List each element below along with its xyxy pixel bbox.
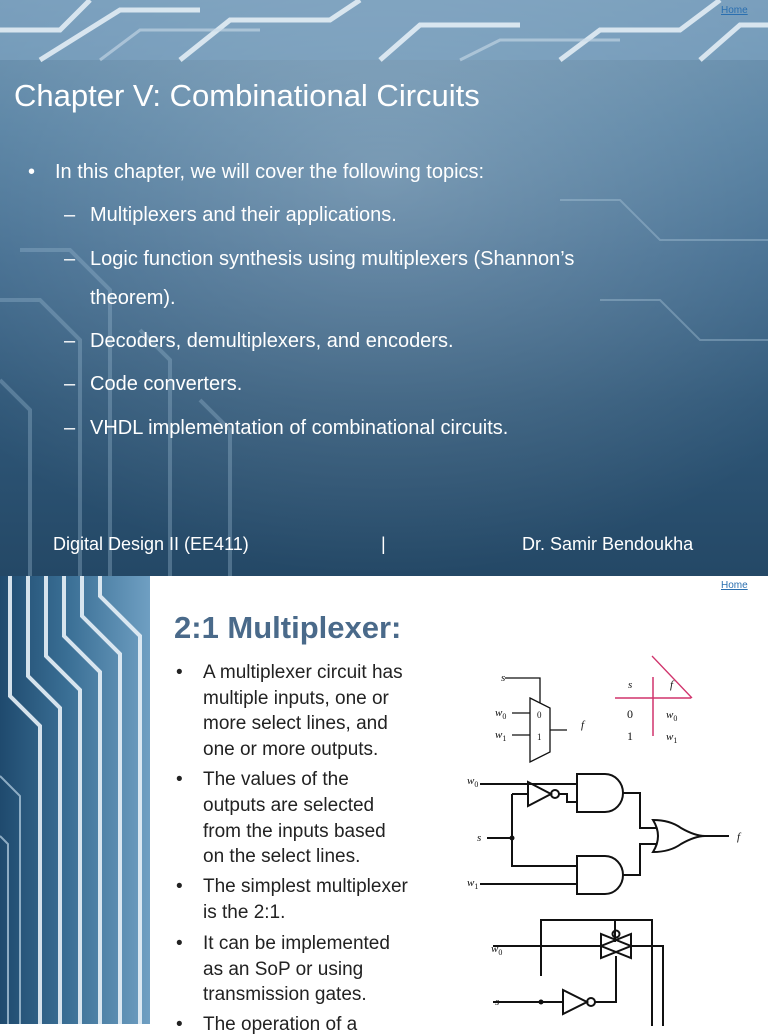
topic-item-continued: theorem). [90,287,176,309]
and-gate-top [577,774,623,812]
bullet-line: from the inputs based [203,821,386,842]
bullet-line: The simplest multiplexer [203,876,408,897]
bullet-line: The values of the [203,769,349,790]
mux-s-label: s [501,672,506,684]
dash-bullet: – [64,248,76,270]
dash-bullet: – [64,373,76,395]
mux-w0-label: $w_0$ [495,707,507,721]
footer-author: Dr. Samir Bendoukha [522,534,694,554]
topic-item: Code converters. [90,373,243,395]
topic-item: Logic function synthesis using multiplexers (Shannon’s [90,248,575,270]
and-gate-bottom [577,856,623,894]
bullet-dot: • [176,769,183,790]
table-header-f: f [670,679,674,691]
topic-item: VHDL implementation of combinational circuits. [90,417,509,439]
footer-course: Digital Design II (EE411) [53,534,249,554]
bullet-dot: • [176,662,183,683]
bullet-line: more select lines, and [203,713,388,734]
table-row1-s: 1 [627,729,633,743]
inverter-1 [528,782,551,806]
mux-circuit-diagram [455,656,765,1026]
sop-f-label: f [737,831,741,843]
slide-2 [0,576,768,1035]
slide-title: Chapter V: Combinational Circuits [14,78,480,113]
mux-symbol [530,698,550,762]
bullet-line: The operation of a [203,1014,358,1035]
bullet-line: outputs are selected [203,795,375,816]
bullet-line: one or more outputs. [203,739,379,760]
circuit-traces-art [0,576,150,1024]
table-row1-f: $w_1$ [666,731,678,745]
circuit-side-panel [0,576,150,1024]
bullet-dot: • [176,933,183,954]
dash-bullet: – [64,204,76,226]
bullet-line: on the select lines. [203,846,361,867]
bullet-line: A multiplexer circuit has [203,662,403,683]
mux-f-label: f [581,719,585,731]
bullet-dot: • [28,161,36,183]
bullet-line: It can be implemented [203,933,390,954]
sop-w1-label: $w_1$ [467,877,479,891]
topic-item: Decoders, demultiplexers, and encoders. [90,330,454,352]
topic-item: Multiplexers and their applications. [90,204,397,226]
bullet-dot: • [176,876,183,897]
home-link[interactable]: Home [721,5,748,16]
tg-s-label: s [495,996,500,1008]
table-row0-s: 0 [627,707,633,721]
dash-bullet: – [64,330,76,352]
sop-s-label: s [477,832,482,844]
footer-separator: | [381,534,386,554]
bullet-line: is the 2:1. [203,902,286,923]
bullet-line: multiple inputs, one or [203,688,389,709]
tg-w0-label: $w_0$ [491,943,503,957]
sop-w0-label: $w_0$ [467,775,479,789]
or-gate [653,820,705,852]
bullet-dot: • [176,1014,183,1035]
dash-bullet: – [64,417,76,439]
table-header-s: s [628,679,633,691]
mux-input-0: 0 [537,710,542,720]
mux-w1-label: $w_1$ [495,729,507,743]
inverter-2 [563,990,587,1014]
home-link[interactable]: Home [721,580,748,591]
intro-text: In this chapter, we will cover the following topics: [55,161,485,183]
bullet-line: as an SoP or using [203,959,364,980]
mux-input-1: 1 [537,732,542,742]
slide-title: 2:1 Multiplexer: [174,610,402,645]
table-row0-f: $w_0$ [666,709,678,723]
bullet-line: transmission gates. [203,984,367,1005]
